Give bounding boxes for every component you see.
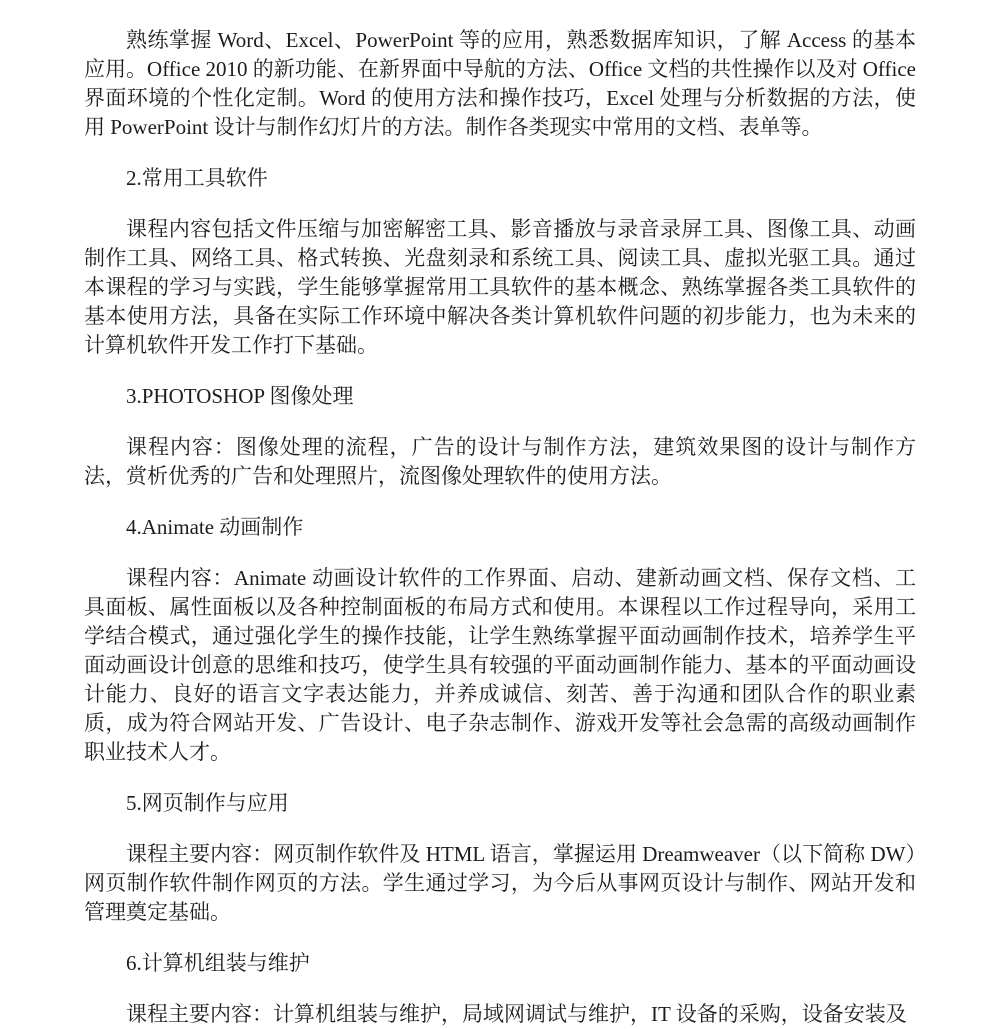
webpage-paragraph: 课程主要内容：网页制作软件及 HTML 语言，掌握运用 Dreamweaver（以下简称 DW）网页制作软件制作网页的方法。学生通过学习，为今后从事网页设计与制作、网站开发和管理奠定基础。 <box>84 842 916 924</box>
section-6-heading-assembly: 6.计算机组装与维护 <box>126 951 310 975</box>
photoshop-paragraph: 课程内容：图像处理的流程，广告的设计与制作方法，建筑效果图的设计与制作方法，赏析优秀的广告和处理照片，流图像处理软件的使用方法。 <box>84 435 916 488</box>
common-tools-paragraph: 课程内容包括文件压缩与加密解密工具、影音播放与录音录屏工具、图像工具、动画制作工具、网络工具、格式转换、光盘刻录和系统工具、阅读工具、虚拟光驱工具。通过本课程的学习与实践，学生能够掌握常用工具软件的基本概念、熟练掌握各类工具软件的基本使用方法，具备在实际工作环境中解决各类计算机软件问题的初步能力，也为未来的计算机软件开发工作打下基础。 <box>84 217 916 357</box>
assembly-paragraph: 课程主要内容：计算机组装与维护，局域网调试与维护，IT 设备的采购，设备安装及 <box>126 1002 907 1026</box>
section-2-heading-common-tools: 2.常用工具软件 <box>126 166 268 190</box>
section-3-heading-photoshop: 3.PHOTOSHOP 图像处理 <box>126 384 354 408</box>
animate-paragraph: 课程内容：Animate 动画设计软件的工作界面、启动、建新动画文档、保存文档、工具面板、属性面板以及各种控制面板的布局方式和使用。本课程以工作过程导向，采用工学结合模式，通过强化学生的操作技能，让学生熟练掌握平面动画制作技术，培养学生平面动画设计创意的思维和技巧，使学生具有较强的平面动画制作能力、基本的平面动画设计能力、良好的语言文字表达能力，并养成诚信、刻苦、善于沟通和团队合作的职业素质，成为符合网站开发、广告设计、电子杂志制作、游戏开发等社会急需的高级动画制作职业技术人才。 <box>84 566 916 764</box>
office-apps-paragraph: 熟练掌握 Word、Excel、PowerPoint 等的应用，熟悉数据库知识，了解 Access 的基本应用。Office 2010 的新功能、在新界面中导航的方法、Office 文档的共性操作以及对 Office 界面环境的个性化定制。Word 的使用方法和操作技巧，Excel 处理与分析数据的方法，使用 PowerPoint 设计与制作幻灯片的方法。制作各类现实中常用的文档、表单等。 <box>84 28 916 139</box>
section-5-heading-webpage: 5.网页制作与应用 <box>126 791 289 815</box>
section-4-heading-animate: 4.Animate 动画制作 <box>126 515 304 539</box>
